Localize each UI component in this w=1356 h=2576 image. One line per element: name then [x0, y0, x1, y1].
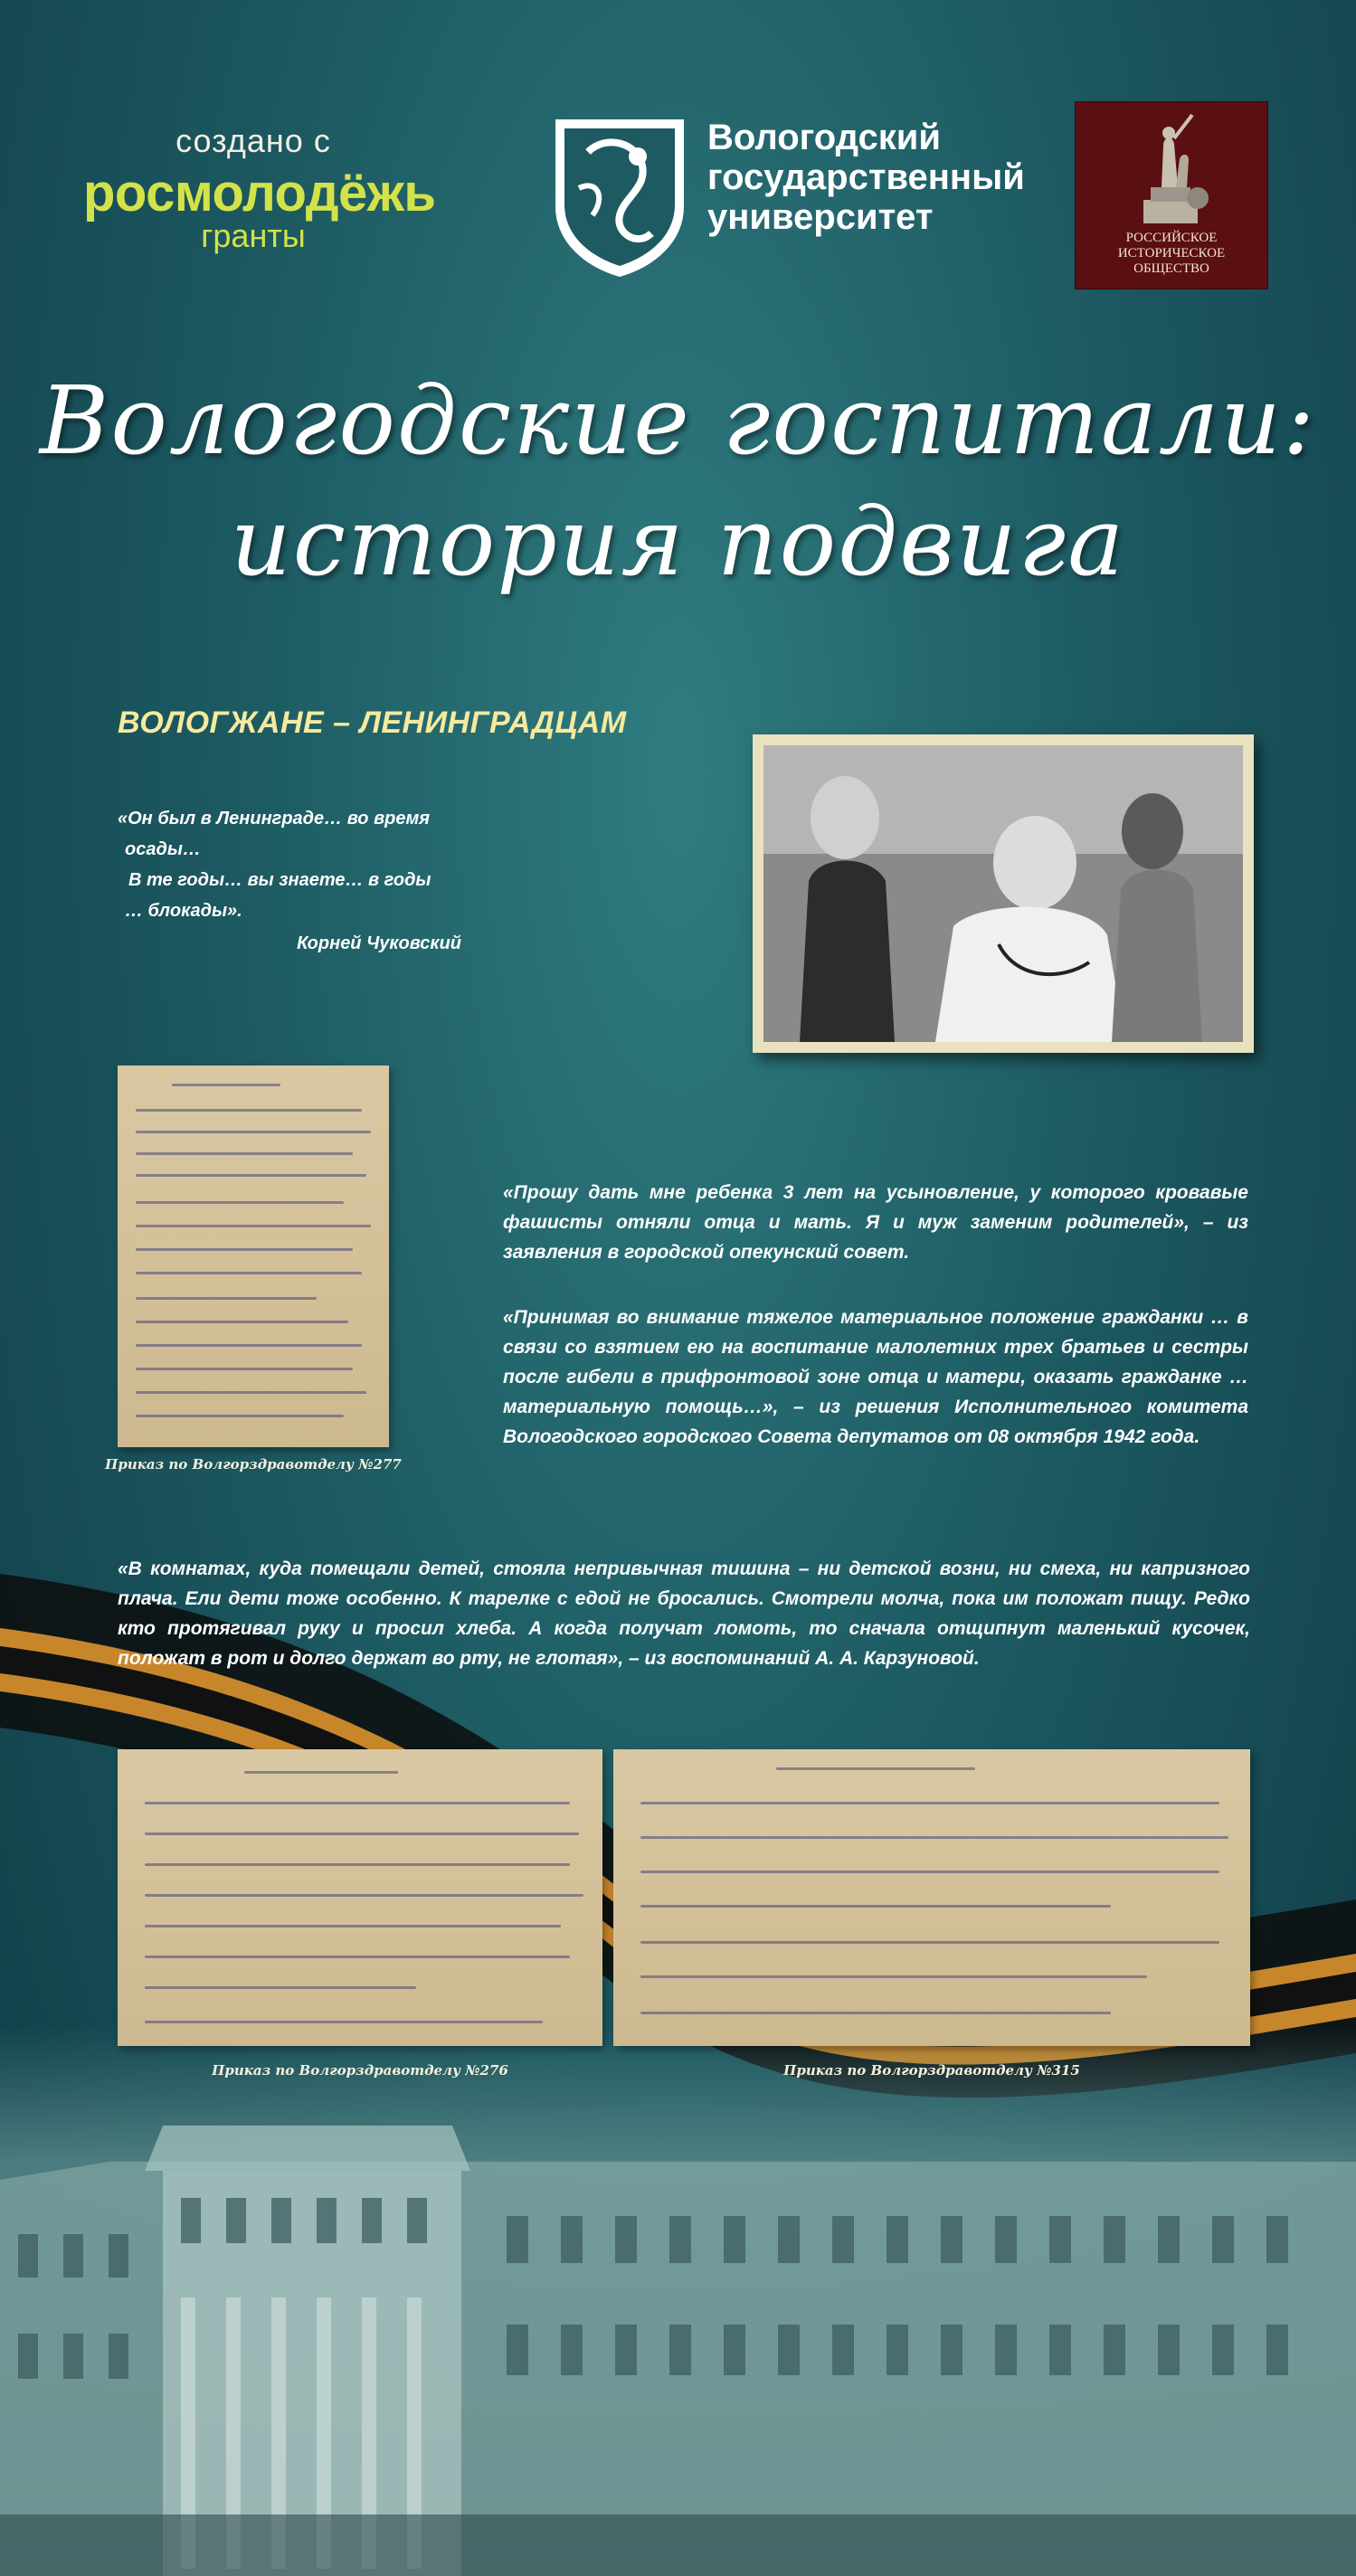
page-title-line1: Вологодские госпитали:: [39, 365, 1317, 476]
rio-line3: ОБЩЕСТВО: [1133, 261, 1209, 276]
order-276-document: [118, 1749, 602, 2046]
order-315-caption: Приказ по Волгорздравотделу №315: [783, 2062, 1080, 2079]
rosmolodezh-logo-text: росмолодёжь: [83, 164, 436, 223]
page-title: [0, 360, 1356, 602]
karzunova-memoir-quote: «В комнатах, куда помещали детей, стояла непривычная тишина – ни детской возни, ни смеха, ни капризного плача. Ели дети тоже особенно. К тарелке с едой не бросались. Смотрели молча, пока им положат пищу. Редко кто протягивал руку и просил хлеба. А когда получат ломоть, то сначала отщипнут маленький кусочек, положат в рот и долго держат во рту, не глотая», – из воспоминаний А. А. Карзуновой.: [118, 1558, 1250, 1669]
epigraph-line: «Он был в Ленинграде… во время: [118, 809, 431, 829]
order-277-document: [118, 1065, 389, 1447]
section-heading: ВОЛОГЖАНЕ – ЛЕНИНГРАДЦАМ: [118, 706, 627, 740]
epigraph-quote: [118, 803, 461, 926]
epigraph-author: Корней Чуковский: [297, 933, 461, 953]
rio-name: [1076, 231, 1267, 277]
university-name-line3: университет: [707, 197, 934, 237]
epigraph-line: В те годы… вы знаете… в годы: [128, 870, 431, 890]
university-name-line1: Вологодский: [707, 118, 941, 157]
order-277-caption: Приказ по Волгорздравотделу №277: [105, 1456, 402, 1473]
order-315-document: [613, 1749, 1250, 2046]
rosmolodezh-grants: гранты: [201, 217, 306, 254]
epigraph-line: … блокады».: [125, 901, 242, 921]
rio-line1: РОССИЙСКОЕ: [1125, 231, 1218, 245]
order-276-caption: Приказ по Волгорздравотделу №276: [212, 2062, 508, 2079]
archival-photo: [753, 734, 1254, 1053]
epigraph-line: осады…: [125, 839, 201, 859]
rio-logo: [1075, 101, 1268, 289]
university-name: [707, 118, 1033, 237]
hospital-building-photo: [0, 2026, 1356, 2576]
rosmolodezh-created-with: создано с: [175, 122, 331, 159]
rio-line2: ИСТОРИЧЕСКОЕ: [1117, 246, 1226, 260]
adoption-request-quote: «Прошу дать мне ребенка 3 лет на усыновление, у которого кровавые фашисты отняли отца и мать. Я и муж заменим родителей», – из заявления в городской опекунский совет.: [503, 1182, 1248, 1263]
doctor-examining-children-image: [763, 745, 1243, 1042]
page-title-line2: история подвига: [230, 487, 1126, 597]
university-shield-icon: [552, 116, 687, 279]
monument-icon: [1125, 109, 1216, 227]
university-name-line2: государственный: [707, 157, 1025, 197]
executive-committee-quote: «Принимая во внимание тяжелое материальное положение гражданки … в связи со взятием ею на воспитание малолетних трех братьев и сестры после гибели в прифронтовой зоне отца и матери, оказать гражданке … материальную помощь…», – из решения Исполнительного комитета Вологодского городского Совета депутатов от 08 октября 1942 года.: [503, 1307, 1248, 1447]
archival-photo-image: [763, 745, 1243, 1042]
